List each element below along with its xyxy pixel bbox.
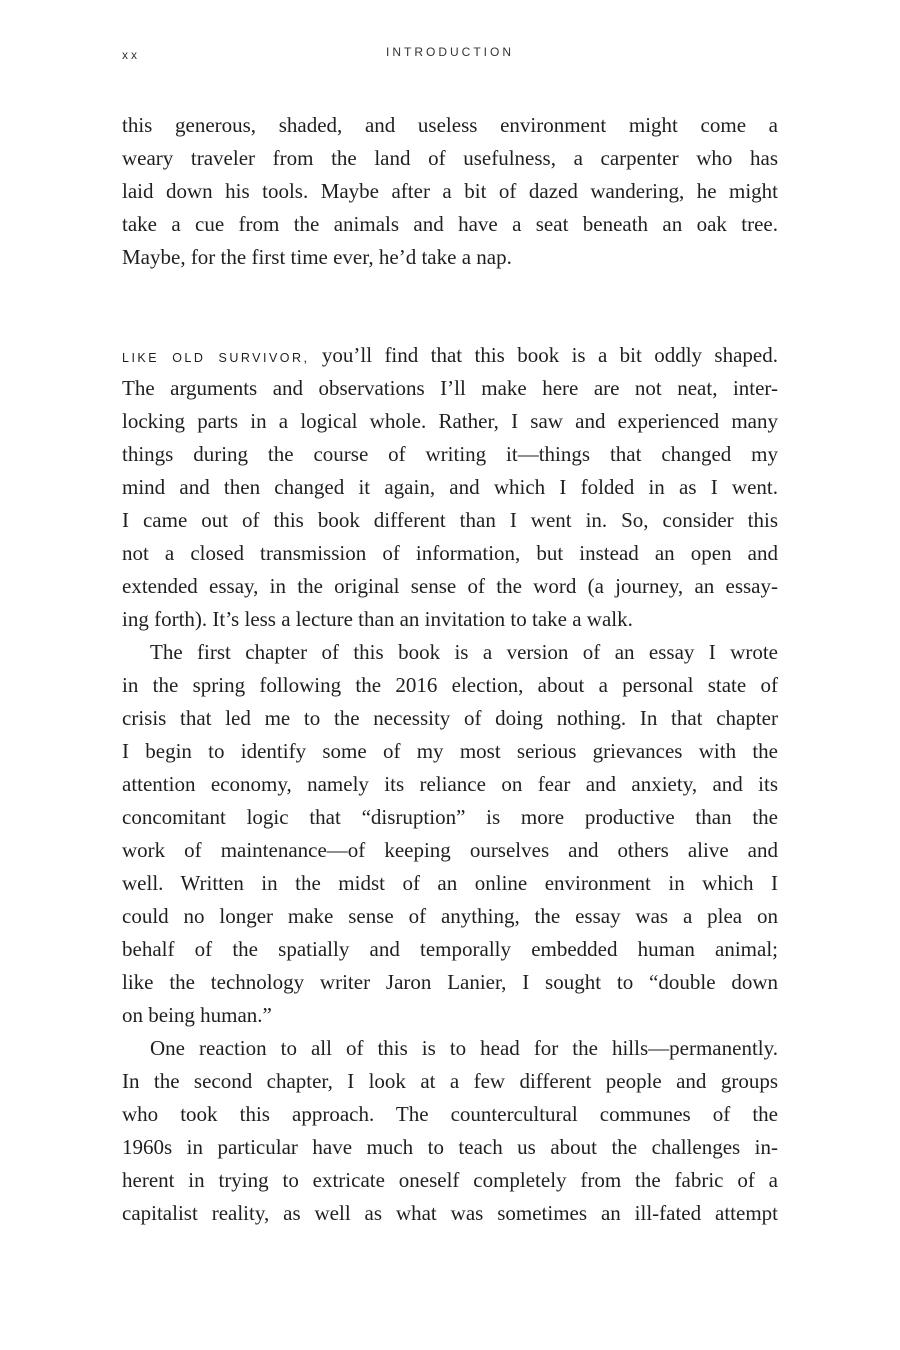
text-line: this generous, shaded, and useless environment might come a	[122, 113, 778, 137]
text-line: ing forth). It’s less a lecture than an invitation to take a walk.	[122, 607, 633, 631]
text-line: on being human.”	[122, 1003, 272, 1027]
text-line: extended essay, in the original sense of the word (a journey, an essay-	[122, 574, 778, 598]
text-line: capitalist reality, as well as what was sometimes an ill-fated attempt	[122, 1201, 778, 1225]
page-number: xx	[122, 48, 140, 62]
text-line: weary traveler from the land of usefulness, a carpenter who has	[122, 146, 778, 170]
text-line: behalf of the spatially and temporally embedded human animal;	[122, 937, 778, 961]
running-head	[0, 45, 900, 65]
chapter-two-paragraph	[122, 1032, 778, 1230]
text-line: 1960s in particular have much to teach us about the challenges in-	[122, 1135, 778, 1159]
text-line: concomitant logic that “disruption” is more productive than the	[122, 805, 778, 829]
text-line: In the second chapter, I look at a few different people and groups	[122, 1069, 778, 1093]
text-line: like the technology writer Jaron Lanier, I sought to “double down	[122, 970, 778, 994]
opening-line-rest: you’ll find that this book is a bit oddly shaped.	[309, 343, 778, 367]
text-line: One reaction to all of this is to head for the hills—permanently.	[150, 1036, 778, 1060]
text-line: things during the course of writing it—things that changed my	[122, 442, 778, 466]
text-line: crisis that led me to the necessity of doing nothing. In that chapter	[122, 706, 778, 730]
text-line: who took this approach. The countercultural communes of the	[122, 1102, 778, 1126]
text-line: laid down his tools. Maybe after a bit of dazed wandering, he might	[122, 179, 778, 203]
text-line: could no longer make sense of anything, the essay was a plea on	[122, 904, 778, 928]
text-line: work of maintenance—of keeping ourselves and others alive and	[122, 838, 778, 862]
opening-line	[122, 339, 778, 372]
body-text	[122, 339, 778, 1230]
continued-paragraph	[122, 109, 778, 274]
text-line: in the spring following the 2016 election, about a personal state of	[122, 673, 778, 697]
small-caps-lead-in: LIKE OLD SURVIVOR,	[122, 351, 310, 365]
text-line: mind and then changed it again, and which I folded in as I went.	[122, 475, 778, 499]
text-line: The arguments and observations I’ll make here are not neat, inter-	[122, 376, 778, 400]
text-line: The first chapter of this book is a version of an essay I wrote	[150, 640, 778, 664]
text-line: attention economy, namely its reliance on fear and anxiety, and its	[122, 772, 778, 796]
text-line: take a cue from the animals and have a seat beneath an oak tree.	[122, 212, 778, 236]
text-line: herent in trying to extricate oneself completely from the fabric of a	[122, 1168, 778, 1192]
text-line: Maybe, for the first time ever, he’d take a nap.	[122, 245, 512, 269]
text-line: I begin to identify some of my most serious grievances with the	[122, 739, 778, 763]
section-opening-paragraph	[122, 339, 778, 636]
running-head-title: INTRODUCTION	[386, 45, 514, 59]
text-line: not a closed transmission of information, but instead an open and	[122, 541, 778, 565]
chapter-one-paragraph	[122, 636, 778, 1032]
text-line: I came out of this book different than I went in. So, consider this	[122, 508, 778, 532]
text-line: well. Written in the midst of an online environment in which I	[122, 871, 778, 895]
text-line: locking parts in a logical whole. Rather, I saw and experienced many	[122, 409, 778, 433]
